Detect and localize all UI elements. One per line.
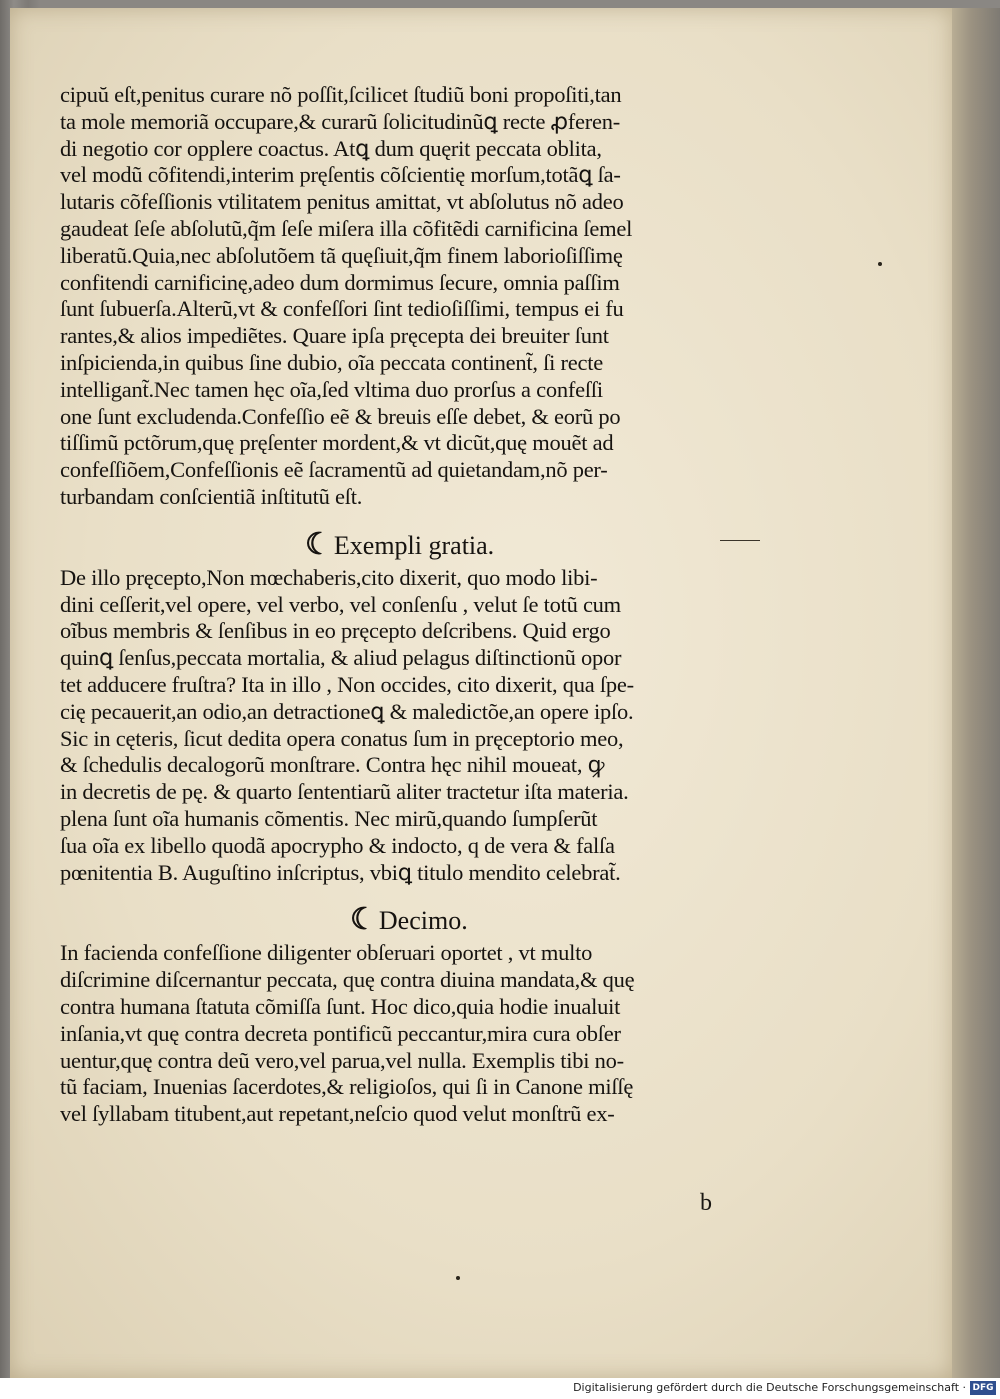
text-line: confitendi carnificinę,adeo dum dormimus ſecure, omnia paſſim [60,269,620,295]
text-line: ſunt ſubuerſa.Alterũ,vt & confeſſori ſint tedioſiſſimi, tempus ei fu [60,296,624,322]
marginal-dash [720,540,760,541]
text-line: turbandam conſcientiã inſtitutũ eſt. [60,483,363,509]
text-line: In facienda confeſſione diligenter obſeruari oportet , vt multo [60,940,593,966]
text-line: De illo pręcepto,Non mœchaberis,cito dixerit, quo modo libi- [60,564,598,590]
text-line: Sic in cęteris, ſicut dedita opera conatus ſum in pręceptorio meo, [60,725,624,751]
heading-text: Exempli gratia. [333,530,495,560]
text-line: cię pecauerit,an odio,an detractioneꝗ & maledictõe,an opere ipſo. [60,698,634,724]
signature-mark: b [700,1190,712,1216]
paragraph-mark-icon: ☾ [350,903,377,937]
bottom-dot [456,1276,460,1280]
page-text [60,82,795,1128]
text-line: ta mole memoriã occupare,& curarũ ſolicitudinũꝗ recte ꝓferen- [60,108,620,134]
dfg-logo-icon[interactable]: DFG [970,1381,996,1395]
text-line: & ſchedulis decalogorũ monſtrare. Contra hęc nihil moueat, ꝙ [60,752,605,778]
text-line: vel modũ cõfitendi,interim pręſentis cõſcientię morſum,totãꝗ ſa- [60,162,621,188]
paragraph-mark-icon: ☾ [305,527,332,561]
text-line: diſcrimine diſcernantur peccata, quę contra diuina mandata,& quę [60,967,635,993]
text-line: lutaris cõfeſſionis vtilitatem penitus amittat, vt abſolutus nõ adeo [60,189,624,215]
marginal-dot [878,262,882,266]
text-line: liberatũ.Quia,nec abſolutõem tã quęſiuit,q̃m finem laborioſiſſimę [60,242,623,268]
section-heading-decimo [60,900,795,940]
text-line: gaudeat ſeſe abſolutũ,q̃m ſeſe miſera illa cõfitẽdi carnificina ſemel [60,215,633,241]
text-line: plena ſunt oĩa humanis cõmentis. Nec mirũ,quando ſumpſerũt [60,805,598,831]
text-line: tiſſimũ pctõrum,quę pręſenter mordent,& vt dicũt,quę mouẽt ad [60,430,614,456]
text-line: inſania,vt quę contra decreta pontificũ peccantur,mira cura obſer [60,1020,621,1046]
text-line: oĩbus membris & ſenſibus in eo pręcepto deſcribens. Quid ergo [60,618,611,644]
text-line: di negotio cor opplere coactus. Atꝗ dum quęrit peccata oblita, [60,135,602,161]
text-line: intelligant̃.Nec tamen hęc oĩa,ſed vltima duo prorſus a confeſſi [60,376,603,402]
text-line: pœnitentia B. Auguſtino inſcriptus, vbiꝗ titulo mendito celebrat̃. [60,859,621,885]
text-line: tũ faciam, Inuenias ſacerdotes,& religioſos, qui ſi in Canone miſſę [60,1074,634,1100]
heading-text: Decimo. [378,906,468,936]
text-line: inſpicienda,in quibus ſine dubio, oĩa peccata continent̃, ſi recte [60,349,603,375]
text-line: confeſſiõem,Confeſſionis eẽ ſacramentũ ad quietandam,nõ per- [60,457,608,483]
paragraph-2 [60,565,795,887]
footer-credit: Digitalisierung gefördert durch die Deutsche Forschungsgemeinschaft · [573,1381,966,1394]
text-line: cipuŭ eſt,penitus curare nõ poſſit,ſcilicet ſtudiũ boni propoſiti,tan [60,82,622,107]
text-line: in decretis de pę. & quarto ſententiarũ aliter tractetur iſta materia. [60,779,629,805]
section-heading-exempli [60,525,795,565]
footer-bar [0,1378,1000,1399]
text-line: vel ſyllabam titubent,aut repetant,neſcio quod velut monſtrũ ex- [60,1101,615,1127]
paragraph-3 [60,940,795,1128]
text-line: dini ceſſerit,vel opere, vel verbo, vel conſenſu , velut ſe totũ cum [60,591,621,617]
text-line: ſua oĩa ex libello quodã apocrypho & indocto, q de vera & falſa [60,832,615,858]
text-line: uentur,quę contra deũ vero,vel parua,vel nulla. Exemplis tibi no- [60,1047,624,1073]
text-line: contra humana ſtatuta cõmiſſa ſunt. Hoc dico,quia hodie inualuit [60,993,621,1019]
text-line: rantes,& alios impediẽtes. Quare ipſa pręcepta dei breuiter ſunt [60,323,609,349]
text-line: one ſunt excludenda.Confeſſio eẽ & breuis eſſe debet, & eorũ po [60,403,621,429]
text-line: quinꝗ ſenſus,peccata mortalia, & aliud pelagus diſtinctionũ opor [60,645,622,671]
paragraph-1 [60,82,795,511]
page-edge [952,8,1000,1378]
text-line: tet adducere fruſtra? Ita in illo , Non occides, cito dixerit, qua ſpe- [60,671,634,697]
